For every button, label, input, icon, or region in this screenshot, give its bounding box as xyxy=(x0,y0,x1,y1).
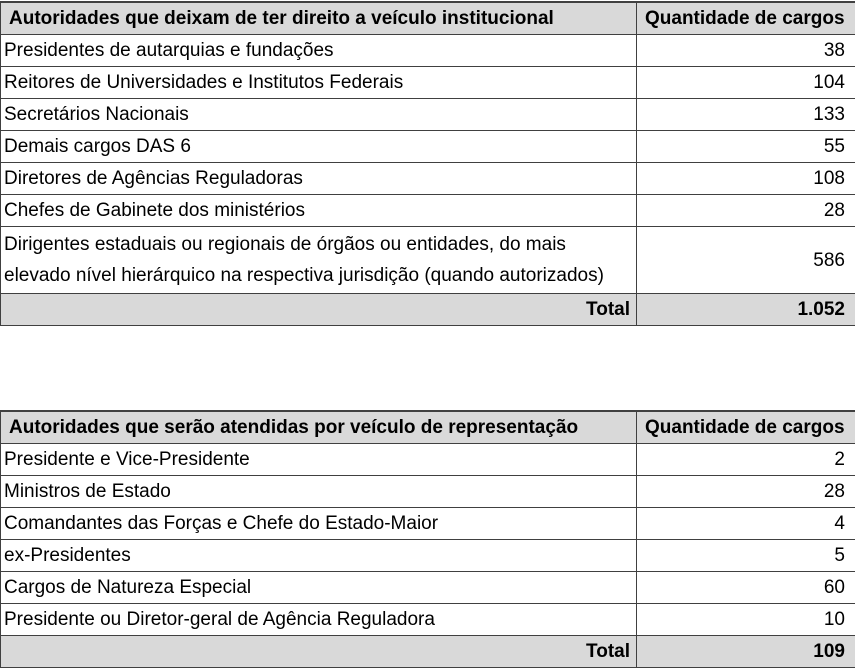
row-value: 38 xyxy=(637,35,855,67)
row-label: Chefes de Gabinete dos ministérios xyxy=(1,195,637,227)
row-label: Reitores de Universidades e Institutos Federais xyxy=(1,67,637,99)
row-value: 4 xyxy=(637,508,855,540)
table-row xyxy=(1,67,855,99)
row-label: Presidente e Vice-Presidente xyxy=(1,444,637,476)
table-header-row xyxy=(1,411,855,444)
row-label: Demais cargos DAS 6 xyxy=(1,131,637,163)
row-value: 5 xyxy=(637,540,855,572)
row-label: Ministros de Estado xyxy=(1,476,637,508)
row-label: Secretários Nacionais xyxy=(1,99,637,131)
row-value: 28 xyxy=(637,476,855,508)
representation-vehicle-table xyxy=(0,410,855,668)
row-value: 104 xyxy=(637,67,855,99)
row-label: Cargos de Natureza Especial xyxy=(1,572,637,604)
row-label: ex-Presidentes xyxy=(1,540,637,572)
table-row xyxy=(1,227,855,294)
table-row xyxy=(1,508,855,540)
row-value: 55 xyxy=(637,131,855,163)
table-row xyxy=(1,35,855,67)
total-row xyxy=(1,294,855,326)
row-label: Presidente ou Diretor-geral de Agência Reguladora xyxy=(1,604,637,636)
table-row xyxy=(1,604,855,636)
table-row xyxy=(1,195,855,227)
total-value: 109 xyxy=(637,636,855,668)
table-row xyxy=(1,540,855,572)
table-row xyxy=(1,572,855,604)
table-row xyxy=(1,99,855,131)
row-value: 10 xyxy=(637,604,855,636)
table-row xyxy=(1,476,855,508)
table-row xyxy=(1,131,855,163)
row-label: Comandantes das Forças e Chefe do Estado-Maior xyxy=(1,508,637,540)
column-header-authorities: Autoridades que serão atendidas por veículo de representação xyxy=(1,411,637,444)
row-value: 108 xyxy=(637,163,855,195)
column-header-quantity: Quantidade de cargos xyxy=(637,411,855,444)
total-value: 1.052 xyxy=(637,294,855,326)
row-label: Presidentes de autarquias e fundações xyxy=(1,35,637,67)
total-row xyxy=(1,636,855,668)
table-row xyxy=(1,444,855,476)
vehicle-loss-table xyxy=(0,1,855,326)
table-row xyxy=(1,163,855,195)
row-value: 133 xyxy=(637,99,855,131)
column-header-quantity: Quantidade de cargos xyxy=(637,2,855,35)
row-label: Dirigentes estaduais ou regionais de órgãos ou entidades, do mais elevado nível hierárquico na respectiva jurisdição (quando autorizados) xyxy=(1,227,637,294)
row-label: Diretores de Agências Reguladoras xyxy=(1,163,637,195)
row-value: 28 xyxy=(637,195,855,227)
row-value: 2 xyxy=(637,444,855,476)
total-label: Total xyxy=(1,294,637,326)
table-header-row xyxy=(1,2,855,35)
total-label: Total xyxy=(1,636,637,668)
column-header-authorities: Autoridades que deixam de ter direito a veículo institucional xyxy=(1,2,637,35)
row-value: 60 xyxy=(637,572,855,604)
row-value: 586 xyxy=(637,227,855,294)
